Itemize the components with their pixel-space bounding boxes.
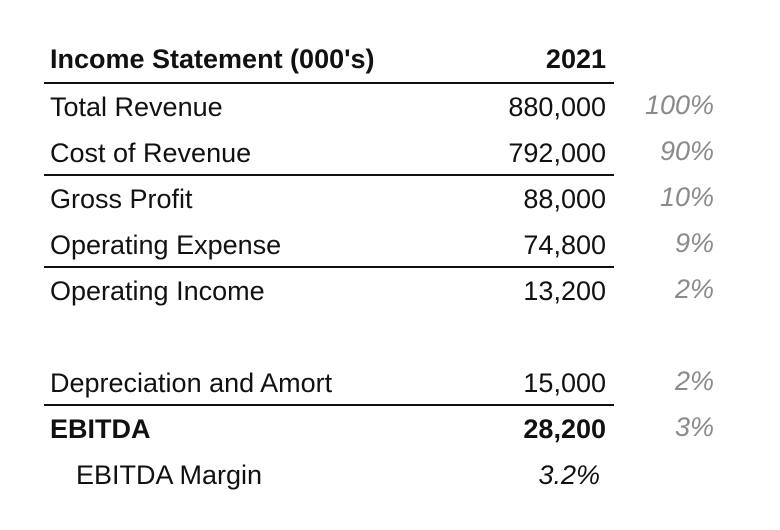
row-percent: 2%	[674, 366, 714, 396]
table-row-ebitda	[44, 404, 614, 450]
row-percent: 9%	[674, 228, 714, 258]
row-value: 88,000	[523, 184, 606, 214]
row-label: Depreciation and Amort	[50, 368, 333, 398]
row-value: 28,200	[523, 414, 606, 444]
year-header: 2021	[545, 44, 606, 74]
row-value: 15,000	[523, 368, 606, 398]
row-value: 792,000	[508, 138, 606, 168]
row-label: Total Revenue	[50, 92, 223, 122]
table-row-total-revenue	[44, 82, 614, 128]
row-percent: 3%	[674, 412, 714, 442]
row-value: 880,000	[508, 92, 606, 122]
row-label: EBITDA	[50, 414, 151, 444]
row-label: Operating Income	[50, 276, 265, 306]
row-percent: 2%	[674, 274, 714, 304]
row-label: Operating Expense	[50, 230, 282, 260]
table-row-operating-expense	[44, 220, 614, 266]
table-row-gross-profit	[44, 174, 614, 220]
table-row-ebitda-margin	[44, 450, 614, 496]
row-percent: 90%	[659, 136, 714, 166]
row-value: 74,800	[523, 230, 606, 260]
row-value: 3.2%	[538, 460, 600, 490]
row-label: EBITDA Margin	[76, 460, 263, 490]
table-row-cost-of-revenue	[44, 128, 614, 174]
row-label: Gross Profit	[50, 184, 193, 214]
row-percent: 100%	[644, 90, 714, 120]
row-percent: 10%	[659, 182, 714, 212]
table-title: Income Statement (000's)	[50, 44, 375, 74]
table-row-depreciation	[44, 358, 614, 404]
header-row	[44, 34, 614, 80]
table-row-operating-income	[44, 266, 614, 312]
row-value: 13,200	[523, 276, 606, 306]
row-label: Cost of Revenue	[50, 138, 252, 168]
